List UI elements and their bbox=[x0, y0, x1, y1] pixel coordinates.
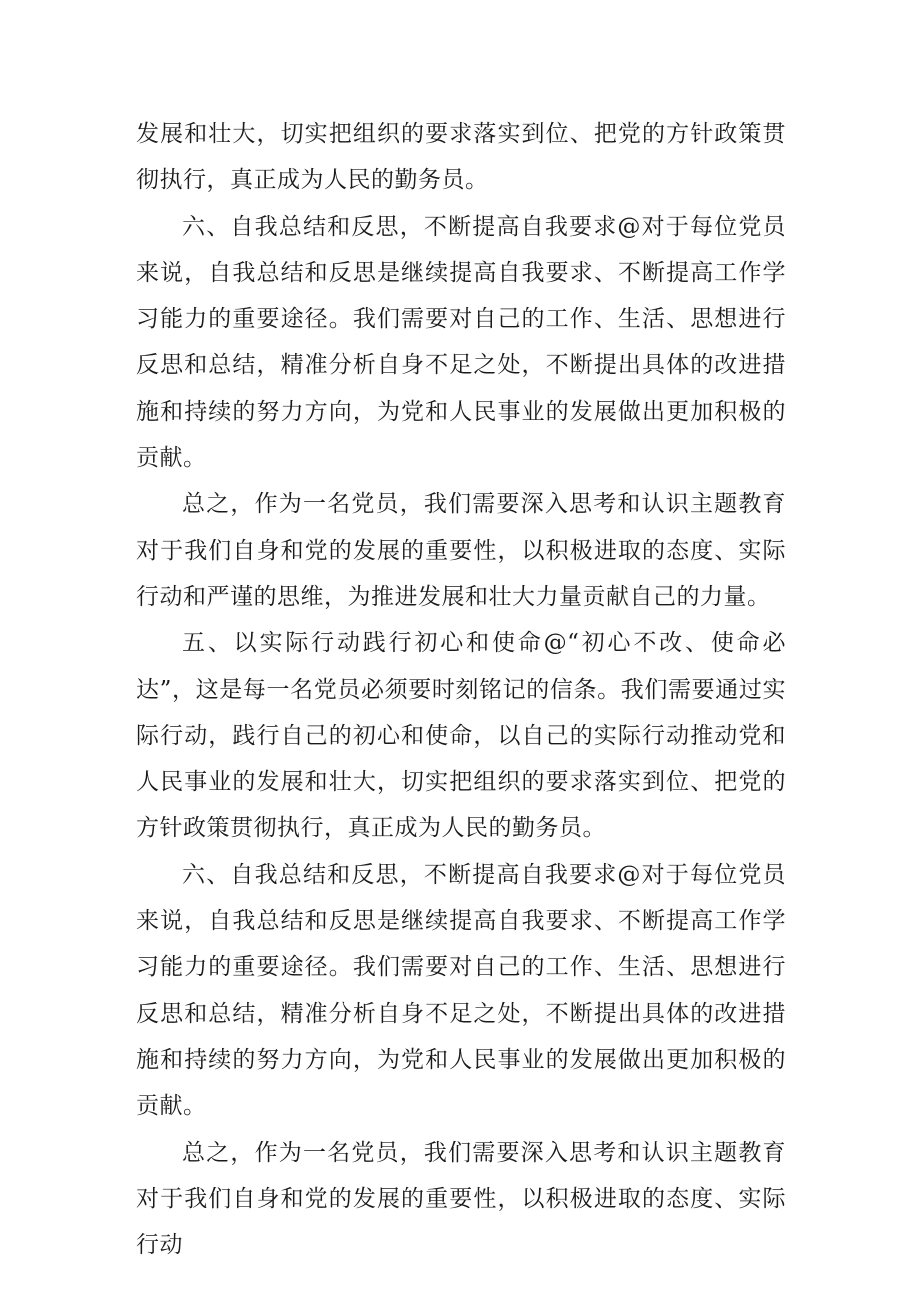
paragraph-practice-mission: 五、以实际行动践行初心和使命@“初心不改、使命必达”，这是每一名党员必须要时刻铭记的信条。我们需要通过实际行动，践行自己的初心和使命，以自己的实际行动推动党和人民事业的发展和壮大，切实把组织的要求落实到位、把党的方针政策贯彻执行，真正成为人民的勤务员。 bbox=[136, 630, 786, 842]
paragraph-continuation: 发展和壮大，切实把组织的要求落实到位、把党的方针政策贯彻执行，真正成为人民的勤务员。 bbox=[136, 121, 786, 194]
paragraph-conclusion-repeat: 总之，作为一名党员，我们需要深入思考和认识主题教育对于我们自身和党的发展的重要性，以积极进取的态度、实际行动 bbox=[136, 1139, 786, 1259]
paragraph-self-reflection: 六、自我总结和反思，不断提高自我要求@对于每位党员来说，自我总结和反思是继续提高自我要求、不断提高工作学习能力的重要途径。我们需要对自己的工作、生活、思想进行反思和总结，精准分析自身不足之处，不断提出具体的改进措施和持续的努力方向，为党和人民事业的发展做出更加积极的贡献。 bbox=[136, 213, 786, 472]
paragraph-conclusion: 总之，作为一名党员，我们需要深入思考和认识主题教育对于我们自身和党的发展的重要性，以积极进取的态度、实际行动和严谨的思维，为推进发展和壮大力量贡献自己的力量。 bbox=[136, 491, 786, 610]
paragraph-self-reflection-repeat: 六、自我总结和反思，不断提高自我要求@对于每位党员来说，自我总结和反思是继续提高自我要求、不断提高工作学习能力的重要途径。我们需要对自己的工作、生活、思想进行反思和总结，精准分析自身不足之处，不断提出具体的改进措施和持续的努力方向，为党和人民事业的发展做出更加积极的贡献。 bbox=[136, 861, 786, 1120]
document-body bbox=[136, 111, 786, 1268]
